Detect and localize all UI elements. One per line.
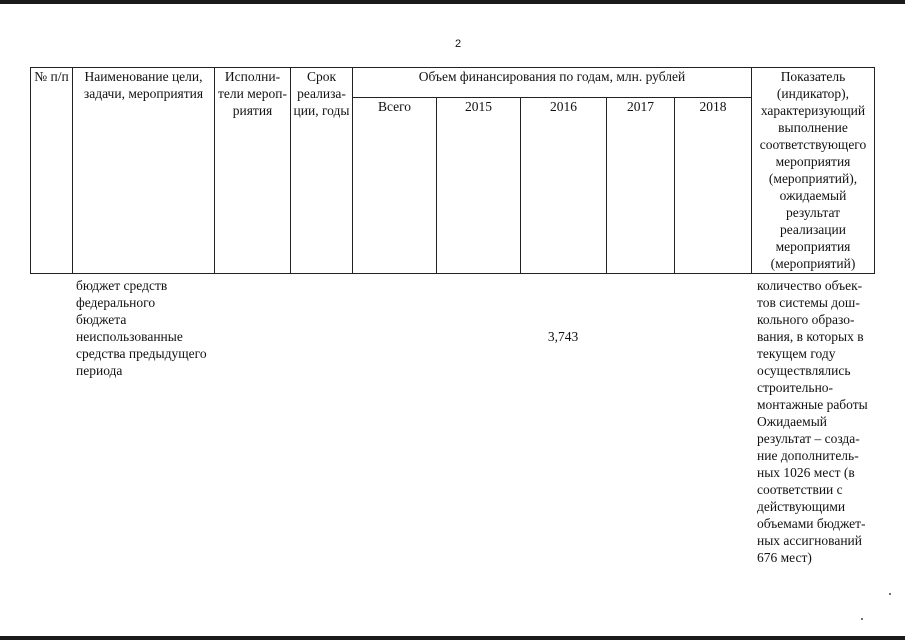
row-indicator-line: действующими	[757, 499, 846, 514]
page-number: 2	[454, 38, 462, 50]
row-indicator-line: строительно-	[757, 380, 834, 395]
row-indicator-line: вания, в которых в	[757, 329, 864, 344]
row-indicator-line: тов системы дош-	[757, 295, 860, 310]
row-indicator-line: соответствии с	[757, 482, 843, 497]
header-table	[30, 67, 875, 274]
header-year-2018: 2018	[675, 98, 752, 274]
header-funding: Объем финансирования по годам, млн. рублей	[353, 68, 752, 98]
row-name	[76, 277, 216, 379]
row-indicator-line: объемами бюджет-	[757, 516, 866, 531]
header-indicator: Показатель (индикатор), характеризующий выполнение соответствующего мероприятия (мероприятий), ожидаемый результат реализации мероприятия (мероприятий)	[752, 68, 875, 274]
row-indicator-line: текущем году	[757, 346, 836, 361]
row-name-line: периода	[76, 363, 123, 378]
header-name: Наименование цели, задачи, мероприятия	[73, 68, 215, 274]
header-executors: Исполни- тели мероп- риятия	[215, 68, 291, 274]
top-border	[0, 0, 905, 4]
row-indicator-line: монтажные работы	[757, 397, 868, 412]
header-year-2017: 2017	[607, 98, 675, 274]
row-name-line: средства предыдущего	[76, 346, 207, 361]
header-total: Всего	[353, 98, 437, 274]
row-indicator-line: кольного образо-	[757, 312, 855, 327]
row-indicator-line: 676 мест)	[757, 550, 812, 565]
header-number: № п/п	[31, 68, 73, 274]
row-name-line: бюджета	[76, 312, 127, 327]
row-indicator-line: ных 1026 мест (в	[757, 465, 855, 480]
row-indicator-line: ние дополнитель-	[757, 448, 859, 463]
row-indicator-line: осуществлялись	[757, 363, 851, 378]
scan-speck	[861, 618, 863, 620]
header-year-2016: 2016	[521, 98, 607, 274]
row-name-line: неиспользованные	[76, 329, 183, 344]
bottom-border	[0, 636, 905, 640]
row-name-line: федерального	[76, 295, 156, 310]
scan-speck	[889, 593, 891, 595]
row-value-2016: 3,743	[547, 329, 579, 344]
row-indicator-line: результат – созда-	[757, 431, 860, 446]
row-indicator	[757, 277, 875, 566]
header-period: Срок реализа- ции, годы	[291, 68, 353, 274]
row-indicator-line: Ожидаемый	[757, 414, 827, 429]
header-year-2015: 2015	[437, 98, 521, 274]
row-name-line: бюджет средств	[76, 278, 168, 293]
row-indicator-line: количество объек-	[757, 278, 863, 293]
row-indicator-line: ных ассигнований	[757, 533, 862, 548]
